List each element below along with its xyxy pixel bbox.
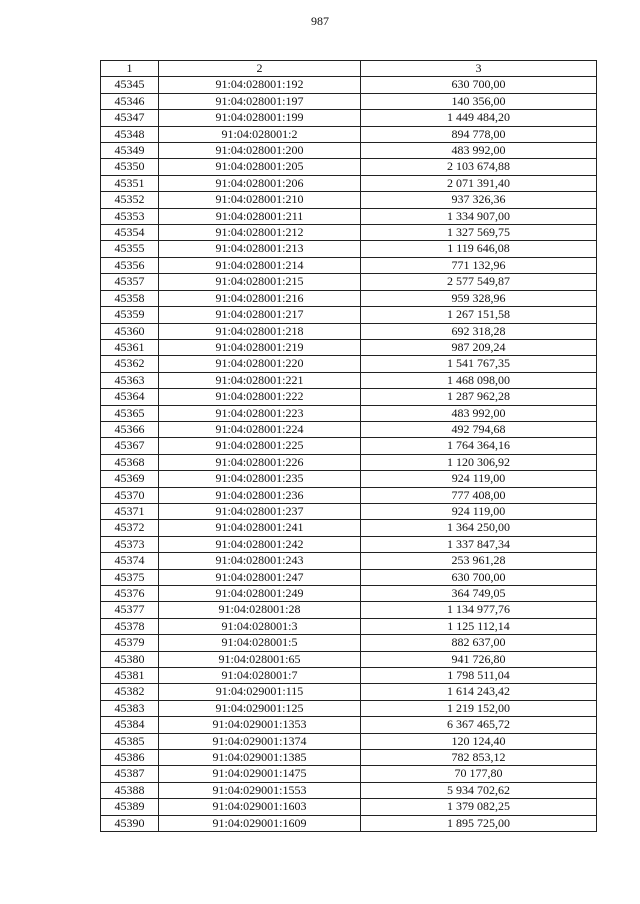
cadastral-value-cell: 1 764 364,16 (361, 438, 597, 454)
cadastral-value-cell: 987 209,24 (361, 339, 597, 355)
cadastral-number-cell: 91:04:028001:212 (159, 225, 361, 241)
cadastral-number-cell: 91:04:028001:197 (159, 93, 361, 109)
cadastral-number-cell: 91:04:028001:65 (159, 651, 361, 667)
cadastral-value-cell: 483 992,00 (361, 405, 597, 421)
cadastral-number-cell: 91:04:029001:1374 (159, 733, 361, 749)
table-row (101, 110, 597, 126)
table-row (101, 471, 597, 487)
cadastral-value-cell: 630 700,00 (361, 77, 597, 93)
row-index-cell: 45382 (101, 684, 159, 700)
column-header-cadastral-number: 2 (159, 61, 361, 77)
row-index-cell: 45359 (101, 307, 159, 323)
table-row (101, 635, 597, 651)
cadastral-number-cell: 91:04:028001:28 (159, 602, 361, 618)
cadastral-number-cell: 91:04:028001:220 (159, 356, 361, 372)
row-index-cell: 45349 (101, 143, 159, 159)
cadastral-value-cell: 924 119,00 (361, 503, 597, 519)
cadastral-number-cell: 91:04:028001:219 (159, 339, 361, 355)
row-index-cell: 45386 (101, 750, 159, 766)
table-row (101, 290, 597, 306)
row-index-cell: 45385 (101, 733, 159, 749)
cadastral-value-cell: 1 287 962,28 (361, 389, 597, 405)
cadastral-number-cell: 91:04:028001:222 (159, 389, 361, 405)
cadastral-value-cell: 483 992,00 (361, 143, 597, 159)
row-index-cell: 45369 (101, 471, 159, 487)
cadastral-value-cell: 253 961,28 (361, 553, 597, 569)
table-row (101, 159, 597, 175)
cadastral-value-cell: 1 119 646,08 (361, 241, 597, 257)
row-index-cell: 45373 (101, 536, 159, 552)
table-row (101, 405, 597, 421)
row-index-cell: 45360 (101, 323, 159, 339)
row-index-cell: 45365 (101, 405, 159, 421)
table-row (101, 602, 597, 618)
cadastral-value-cell: 782 853,12 (361, 750, 597, 766)
table-row (101, 520, 597, 536)
column-header-value: 3 (361, 61, 597, 77)
cadastral-number-cell: 91:04:028001:213 (159, 241, 361, 257)
cadastral-value-cell: 120 124,40 (361, 733, 597, 749)
cadastral-number-cell: 91:04:029001:1609 (159, 815, 361, 831)
row-index-cell: 45345 (101, 77, 159, 93)
cadastral-number-cell: 91:04:028001:226 (159, 454, 361, 470)
table-row (101, 225, 597, 241)
cadastral-number-cell: 91:04:028001:210 (159, 192, 361, 208)
row-index-cell: 45380 (101, 651, 159, 667)
table-row (101, 569, 597, 585)
table-row (101, 684, 597, 700)
row-index-cell: 45372 (101, 520, 159, 536)
table-row (101, 782, 597, 798)
cadastral-number-cell: 91:04:028001:241 (159, 520, 361, 536)
cadastral-number-cell: 91:04:028001:216 (159, 290, 361, 306)
cadastral-value-cell: 1 449 484,20 (361, 110, 597, 126)
row-index-cell: 45381 (101, 668, 159, 684)
table-row (101, 750, 597, 766)
cadastral-number-cell: 91:04:029001:1553 (159, 782, 361, 798)
table-row (101, 323, 597, 339)
row-index-cell: 45377 (101, 602, 159, 618)
cadastral-number-cell: 91:04:028001:214 (159, 257, 361, 273)
row-index-cell: 45371 (101, 503, 159, 519)
table-row (101, 815, 597, 831)
row-index-cell: 45383 (101, 700, 159, 716)
cadastral-value-cell: 1 134 977,76 (361, 602, 597, 618)
cadastral-value-cell: 692 318,28 (361, 323, 597, 339)
table-body (101, 77, 597, 832)
table-row (101, 274, 597, 290)
row-index-cell: 45357 (101, 274, 159, 290)
row-index-cell: 45347 (101, 110, 159, 126)
cadastral-value-cell: 937 326,36 (361, 192, 597, 208)
cadastral-number-cell: 91:04:029001:1385 (159, 750, 361, 766)
row-index-cell: 45353 (101, 208, 159, 224)
header-row (101, 61, 597, 77)
table-row (101, 257, 597, 273)
cadastral-value-cell: 70 177,80 (361, 766, 597, 782)
table-row (101, 536, 597, 552)
cadastral-value-cell: 1 798 511,04 (361, 668, 597, 684)
table-row (101, 586, 597, 602)
cadastral-value-cell: 1 337 847,34 (361, 536, 597, 552)
cadastral-value-cell: 364 749,05 (361, 586, 597, 602)
cadastral-number-cell: 91:04:028001:206 (159, 175, 361, 191)
cadastral-value-cell: 1 468 098,00 (361, 372, 597, 388)
cadastral-value-cell: 959 328,96 (361, 290, 597, 306)
row-index-cell: 45375 (101, 569, 159, 585)
cadastral-number-cell: 91:04:028001:7 (159, 668, 361, 684)
row-index-cell: 45348 (101, 126, 159, 142)
cadastral-number-cell: 91:04:028001:5 (159, 635, 361, 651)
cadastral-number-cell: 91:04:028001:205 (159, 159, 361, 175)
cadastral-number-cell: 91:04:028001:3 (159, 618, 361, 634)
cadastral-value-cell: 2 103 674,88 (361, 159, 597, 175)
cadastral-value-cell: 1 327 569,75 (361, 225, 597, 241)
row-index-cell: 45366 (101, 421, 159, 437)
row-index-cell: 45370 (101, 487, 159, 503)
cadastral-number-cell: 91:04:028001:217 (159, 307, 361, 323)
row-index-cell: 45351 (101, 175, 159, 191)
table-row (101, 503, 597, 519)
table-row (101, 668, 597, 684)
row-index-cell: 45384 (101, 717, 159, 733)
table-row (101, 553, 597, 569)
row-index-cell: 45374 (101, 553, 159, 569)
cadastral-value-cell: 924 119,00 (361, 471, 597, 487)
row-index-cell: 45358 (101, 290, 159, 306)
table-row (101, 175, 597, 191)
cadastral-number-cell: 91:04:029001:1353 (159, 717, 361, 733)
row-index-cell: 45387 (101, 766, 159, 782)
cadastral-number-cell: 91:04:028001:200 (159, 143, 361, 159)
table-row (101, 241, 597, 257)
cadastral-value-cell: 6 367 465,72 (361, 717, 597, 733)
table-row (101, 77, 597, 93)
cadastral-number-cell: 91:04:028001:218 (159, 323, 361, 339)
table-row (101, 356, 597, 372)
cadastral-number-cell: 91:04:028001:2 (159, 126, 361, 142)
cadastral-number-cell: 91:04:028001:249 (159, 586, 361, 602)
row-index-cell: 45364 (101, 389, 159, 405)
cadastral-number-cell: 91:04:028001:237 (159, 503, 361, 519)
row-index-cell: 45368 (101, 454, 159, 470)
cadastral-value-cell: 1 379 082,25 (361, 799, 597, 815)
cadastral-value-cell: 1 125 112,14 (361, 618, 597, 634)
row-index-cell: 45378 (101, 618, 159, 634)
cadastral-number-cell: 91:04:028001:199 (159, 110, 361, 126)
row-index-cell: 45356 (101, 257, 159, 273)
cadastral-number-cell: 91:04:028001:211 (159, 208, 361, 224)
row-index-cell: 45390 (101, 815, 159, 831)
table-row (101, 454, 597, 470)
cadastral-value-cell: 2 577 549,87 (361, 274, 597, 290)
cadastral-value-cell: 1 895 725,00 (361, 815, 597, 831)
cadastral-value-cell: 492 794,68 (361, 421, 597, 437)
cadastral-value-table (100, 60, 597, 832)
table-row (101, 487, 597, 503)
row-index-cell: 45361 (101, 339, 159, 355)
row-index-cell: 45362 (101, 356, 159, 372)
table-row (101, 339, 597, 355)
cadastral-number-cell: 91:04:029001:115 (159, 684, 361, 700)
cadastral-value-cell: 777 408,00 (361, 487, 597, 503)
cadastral-value-cell: 882 637,00 (361, 635, 597, 651)
table-row (101, 307, 597, 323)
table-row (101, 717, 597, 733)
cadastral-value-cell: 1 614 243,42 (361, 684, 597, 700)
table-row (101, 733, 597, 749)
cadastral-number-cell: 91:04:028001:221 (159, 372, 361, 388)
cadastral-number-cell: 91:04:028001:247 (159, 569, 361, 585)
cadastral-value-cell: 1 334 907,00 (361, 208, 597, 224)
cadastral-value-cell: 140 356,00 (361, 93, 597, 109)
row-index-cell: 45346 (101, 93, 159, 109)
cadastral-value-cell: 1 267 151,58 (361, 307, 597, 323)
table-row (101, 389, 597, 405)
cadastral-value-cell: 630 700,00 (361, 569, 597, 585)
table-row (101, 421, 597, 437)
cadastral-number-cell: 91:04:029001:125 (159, 700, 361, 716)
cadastral-value-cell: 1 541 767,35 (361, 356, 597, 372)
cadastral-value-cell: 771 132,96 (361, 257, 597, 273)
cadastral-value-cell: 1 219 152,00 (361, 700, 597, 716)
table-row (101, 372, 597, 388)
cadastral-value-cell: 1 364 250,00 (361, 520, 597, 536)
cadastral-value-cell: 1 120 306,92 (361, 454, 597, 470)
row-index-cell: 45354 (101, 225, 159, 241)
table-row (101, 766, 597, 782)
row-index-cell: 45355 (101, 241, 159, 257)
row-index-cell: 45379 (101, 635, 159, 651)
table-row (101, 438, 597, 454)
row-index-cell: 45376 (101, 586, 159, 602)
cadastral-number-cell: 91:04:028001:236 (159, 487, 361, 503)
table-row (101, 799, 597, 815)
table-header (101, 61, 597, 77)
cadastral-number-cell: 91:04:028001:242 (159, 536, 361, 552)
cadastral-number-cell: 91:04:028001:224 (159, 421, 361, 437)
row-index-cell: 45363 (101, 372, 159, 388)
table-row (101, 143, 597, 159)
cadastral-number-cell: 91:04:028001:235 (159, 471, 361, 487)
table-row (101, 208, 597, 224)
table-row (101, 126, 597, 142)
cadastral-number-cell: 91:04:029001:1603 (159, 799, 361, 815)
column-header-index: 1 (101, 61, 159, 77)
cadastral-number-cell: 91:04:028001:223 (159, 405, 361, 421)
table-row (101, 651, 597, 667)
cadastral-number-cell: 91:04:028001:215 (159, 274, 361, 290)
row-index-cell: 45352 (101, 192, 159, 208)
cadastral-value-cell: 5 934 702,62 (361, 782, 597, 798)
cadastral-number-cell: 91:04:028001:192 (159, 77, 361, 93)
cadastral-number-cell: 91:04:028001:243 (159, 553, 361, 569)
row-index-cell: 45388 (101, 782, 159, 798)
cadastral-value-cell: 941 726,80 (361, 651, 597, 667)
table-row (101, 192, 597, 208)
cadastral-value-cell: 894 778,00 (361, 126, 597, 142)
cadastral-number-cell: 91:04:029001:1475 (159, 766, 361, 782)
row-index-cell: 45350 (101, 159, 159, 175)
table-row (101, 618, 597, 634)
row-index-cell: 45367 (101, 438, 159, 454)
cadastral-value-cell: 2 071 391,40 (361, 175, 597, 191)
table-row (101, 700, 597, 716)
table-row (101, 93, 597, 109)
page-number: 987 (311, 14, 329, 28)
cadastral-number-cell: 91:04:028001:225 (159, 438, 361, 454)
row-index-cell: 45389 (101, 799, 159, 815)
